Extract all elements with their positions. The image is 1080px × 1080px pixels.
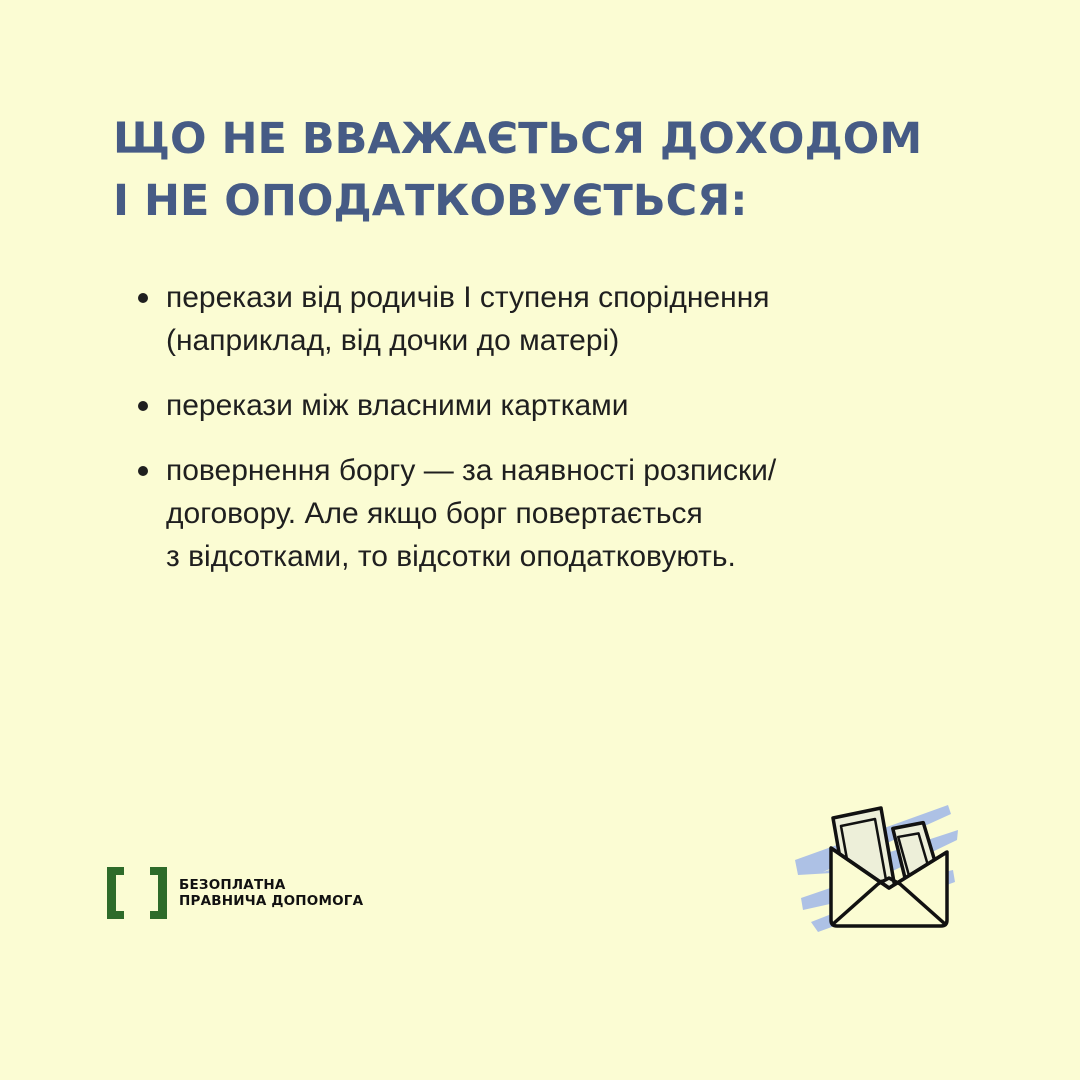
brand-logo (107, 867, 363, 919)
title-line-1: ЩО НЕ ВВАЖАЄТЬСЯ ДОХОДОМ (113, 114, 923, 164)
bracket-logo-icon (107, 867, 167, 919)
title-line-2: І НЕ ОПОДАТКОВУЄТЬСЯ: (113, 176, 748, 226)
exempt-income-list (135, 276, 995, 600)
list-item-text: з відсотками, то відсотки оподатковують. (166, 540, 736, 573)
list-item-text: договору. Але якщо борг повертається (166, 497, 703, 530)
money-envelope-icon (783, 800, 963, 945)
bullet-icon (138, 466, 148, 476)
list-item (135, 276, 995, 362)
list-item-text: (наприклад, від дочки до матері) (166, 324, 620, 357)
list-item-text: повернення боргу — за наявності розписки/ (166, 454, 777, 487)
page-title (113, 108, 993, 232)
list-item-text: перекази від родичів І ступеня споріднення (166, 281, 770, 314)
bullet-icon (138, 293, 148, 303)
list-item (135, 449, 995, 578)
list-item (135, 384, 995, 427)
bullet-icon (138, 401, 148, 411)
brand-name-line-2: ПРАВНИЧА ДОПОМОГА (179, 893, 364, 909)
brand-name (179, 877, 363, 909)
list-item-text: перекази між власними картками (166, 389, 629, 422)
brand-name-line-1: БЕЗОПЛАТНА (179, 877, 286, 893)
